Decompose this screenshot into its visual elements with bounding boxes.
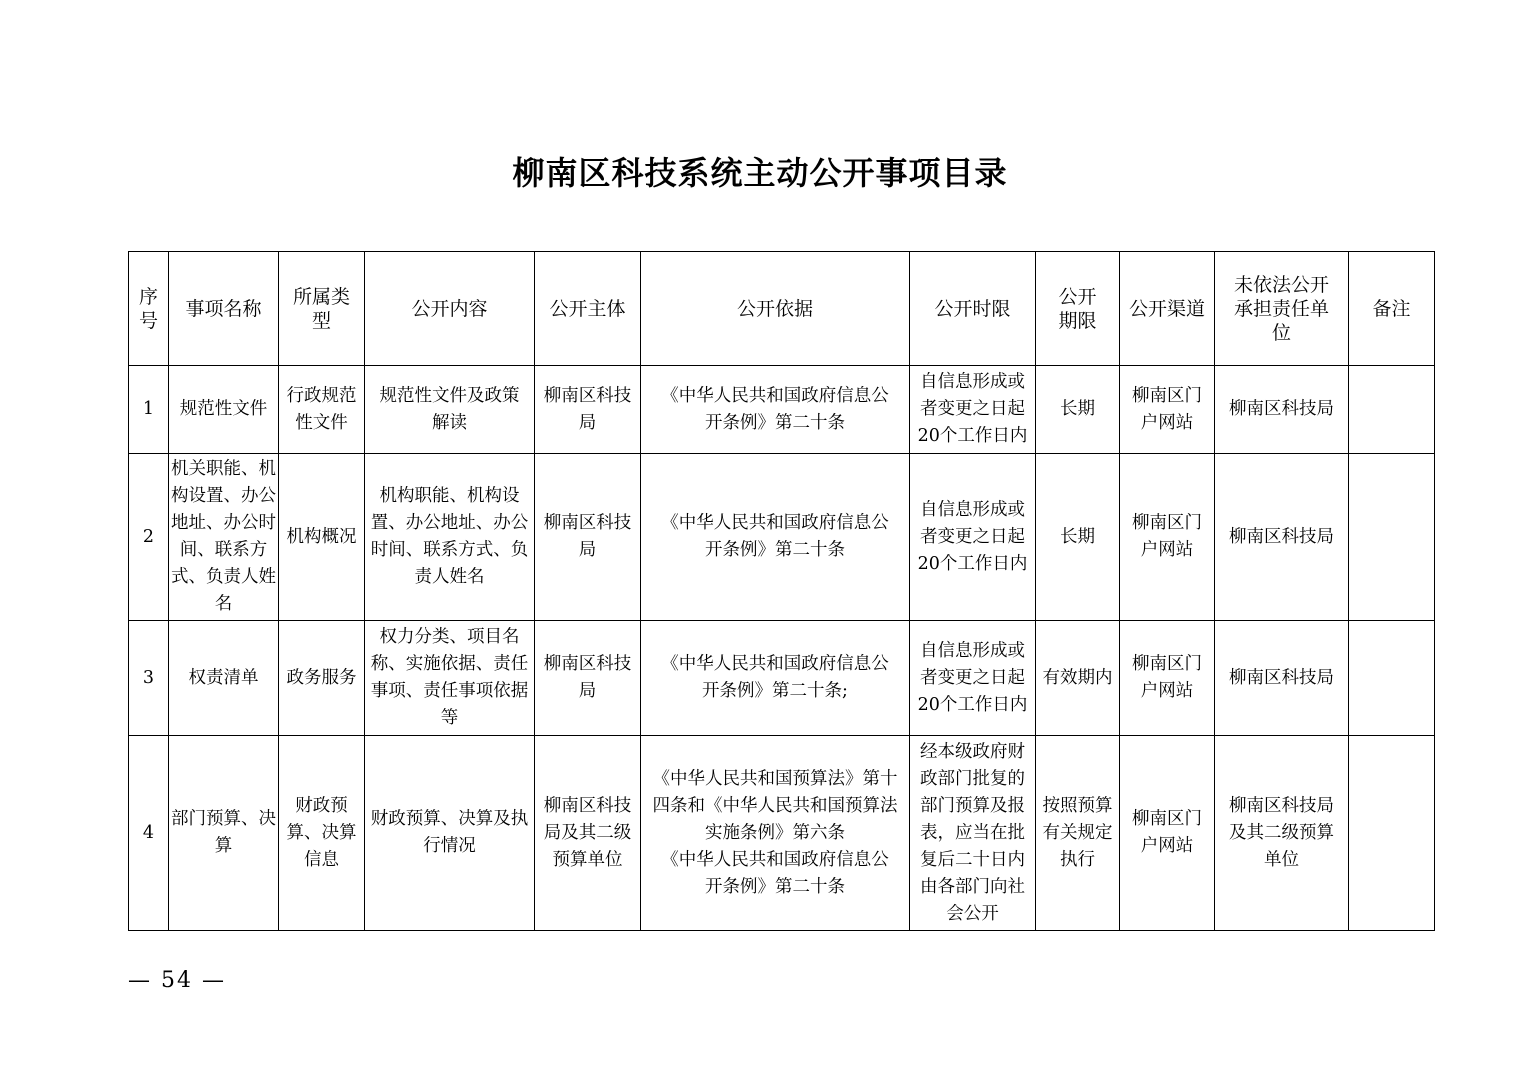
cell-seq: 3 — [129, 621, 169, 736]
header-seq: 序 号 — [129, 252, 169, 366]
table-row — [129, 621, 1435, 736]
cell-item-name: 权责清单 — [169, 621, 279, 736]
cell-basis: 《中华人民共和国政府信息公 开条例》第二十条 — [641, 454, 910, 621]
cell-subject: 柳南区科技 局及其二级 预算单位 — [535, 736, 641, 931]
header-type: 所属类 型 — [279, 252, 365, 366]
cell-basis: 《中华人民共和国预算法》第十 四条和《中华人民共和国预算法 实施条例》第六条 《中华人民共和国政府信息公 开条例》第二十条 — [641, 736, 910, 931]
header-channel: 公开渠道 — [1120, 252, 1215, 366]
cell-item-name: 机关职能、机 构设置、办公 地址、办公时 间、联系方 式、负责人姓 名 — [169, 454, 279, 621]
cell-item-name: 部门预算、决 算 — [169, 736, 279, 931]
cell-subject: 柳南区科技 局 — [535, 366, 641, 454]
page-number: — 54 — — [128, 968, 226, 993]
cell-subject: 柳南区科技 局 — [535, 621, 641, 736]
cell-period: 有效期内 — [1036, 621, 1120, 736]
cell-remark — [1349, 621, 1435, 736]
header-period: 公开 期限 — [1036, 252, 1120, 366]
header-item-name: 事项名称 — [169, 252, 279, 366]
cell-subject: 柳南区科技 局 — [535, 454, 641, 621]
cell-period: 长期 — [1036, 366, 1120, 454]
cell-type: 政务服务 — [279, 621, 365, 736]
cell-time-limit: 经本级政府财 政部门批复的 部门预算及报 表，应当在批 复后二十日内 由各部门向社 会公开 — [910, 736, 1036, 931]
disclosure-catalog-table — [128, 251, 1435, 931]
cell-channel: 柳南区门 户网站 — [1120, 621, 1215, 736]
cell-type: 行政规范 性文件 — [279, 366, 365, 454]
cell-remark — [1349, 736, 1435, 931]
header-time-limit: 公开时限 — [910, 252, 1036, 366]
table-row — [129, 366, 1435, 454]
cell-type: 财政预 算、决算 信息 — [279, 736, 365, 931]
table-row — [129, 736, 1435, 931]
cell-period: 按照预算 有关规定 执行 — [1036, 736, 1120, 931]
cell-period: 长期 — [1036, 454, 1120, 621]
cell-channel: 柳南区门 户网站 — [1120, 366, 1215, 454]
cell-basis: 《中华人民共和国政府信息公 开条例》第二十条 — [641, 366, 910, 454]
table-row — [129, 454, 1435, 621]
cell-basis: 《中华人民共和国政府信息公 开条例》第二十条; — [641, 621, 910, 736]
cell-responsible: 柳南区科技局 — [1215, 621, 1349, 736]
cell-channel: 柳南区门 户网站 — [1120, 454, 1215, 621]
cell-item-name: 规范性文件 — [169, 366, 279, 454]
cell-content: 机构职能、机构设 置、办公地址、办公 时间、联系方式、负 责人姓名 — [365, 454, 535, 621]
cell-time-limit: 自信息形成或 者变更之日起 20个工作日内 — [910, 454, 1036, 621]
cell-time-limit: 自信息形成或 者变更之日起 20个工作日内 — [910, 366, 1036, 454]
cell-remark — [1349, 366, 1435, 454]
cell-content: 权力分类、项目名 称、实施依据、责任 事项、责任事项依据 等 — [365, 621, 535, 736]
cell-time-limit: 自信息形成或 者变更之日起 20个工作日内 — [910, 621, 1036, 736]
cell-responsible: 柳南区科技局 — [1215, 454, 1349, 621]
header-remark: 备注 — [1349, 252, 1435, 366]
cell-content: 财政预算、决算及执 行情况 — [365, 736, 535, 931]
header-responsible: 未依法公开 承担责任单 位 — [1215, 252, 1349, 366]
cell-type: 机构概况 — [279, 454, 365, 621]
cell-content: 规范性文件及政策 解读 — [365, 366, 535, 454]
header-subject: 公开主体 — [535, 252, 641, 366]
cell-seq: 1 — [129, 366, 169, 454]
table-header-row — [129, 252, 1435, 366]
document-title: 柳南区科技系统主动公开事项目录 — [512, 154, 1008, 192]
cell-seq: 4 — [129, 736, 169, 931]
header-content: 公开内容 — [365, 252, 535, 366]
header-basis: 公开依据 — [641, 252, 910, 366]
cell-channel: 柳南区门 户网站 — [1120, 736, 1215, 931]
cell-remark — [1349, 454, 1435, 621]
cell-seq: 2 — [129, 454, 169, 621]
cell-responsible: 柳南区科技局 及其二级预算 单位 — [1215, 736, 1349, 931]
cell-responsible: 柳南区科技局 — [1215, 366, 1349, 454]
